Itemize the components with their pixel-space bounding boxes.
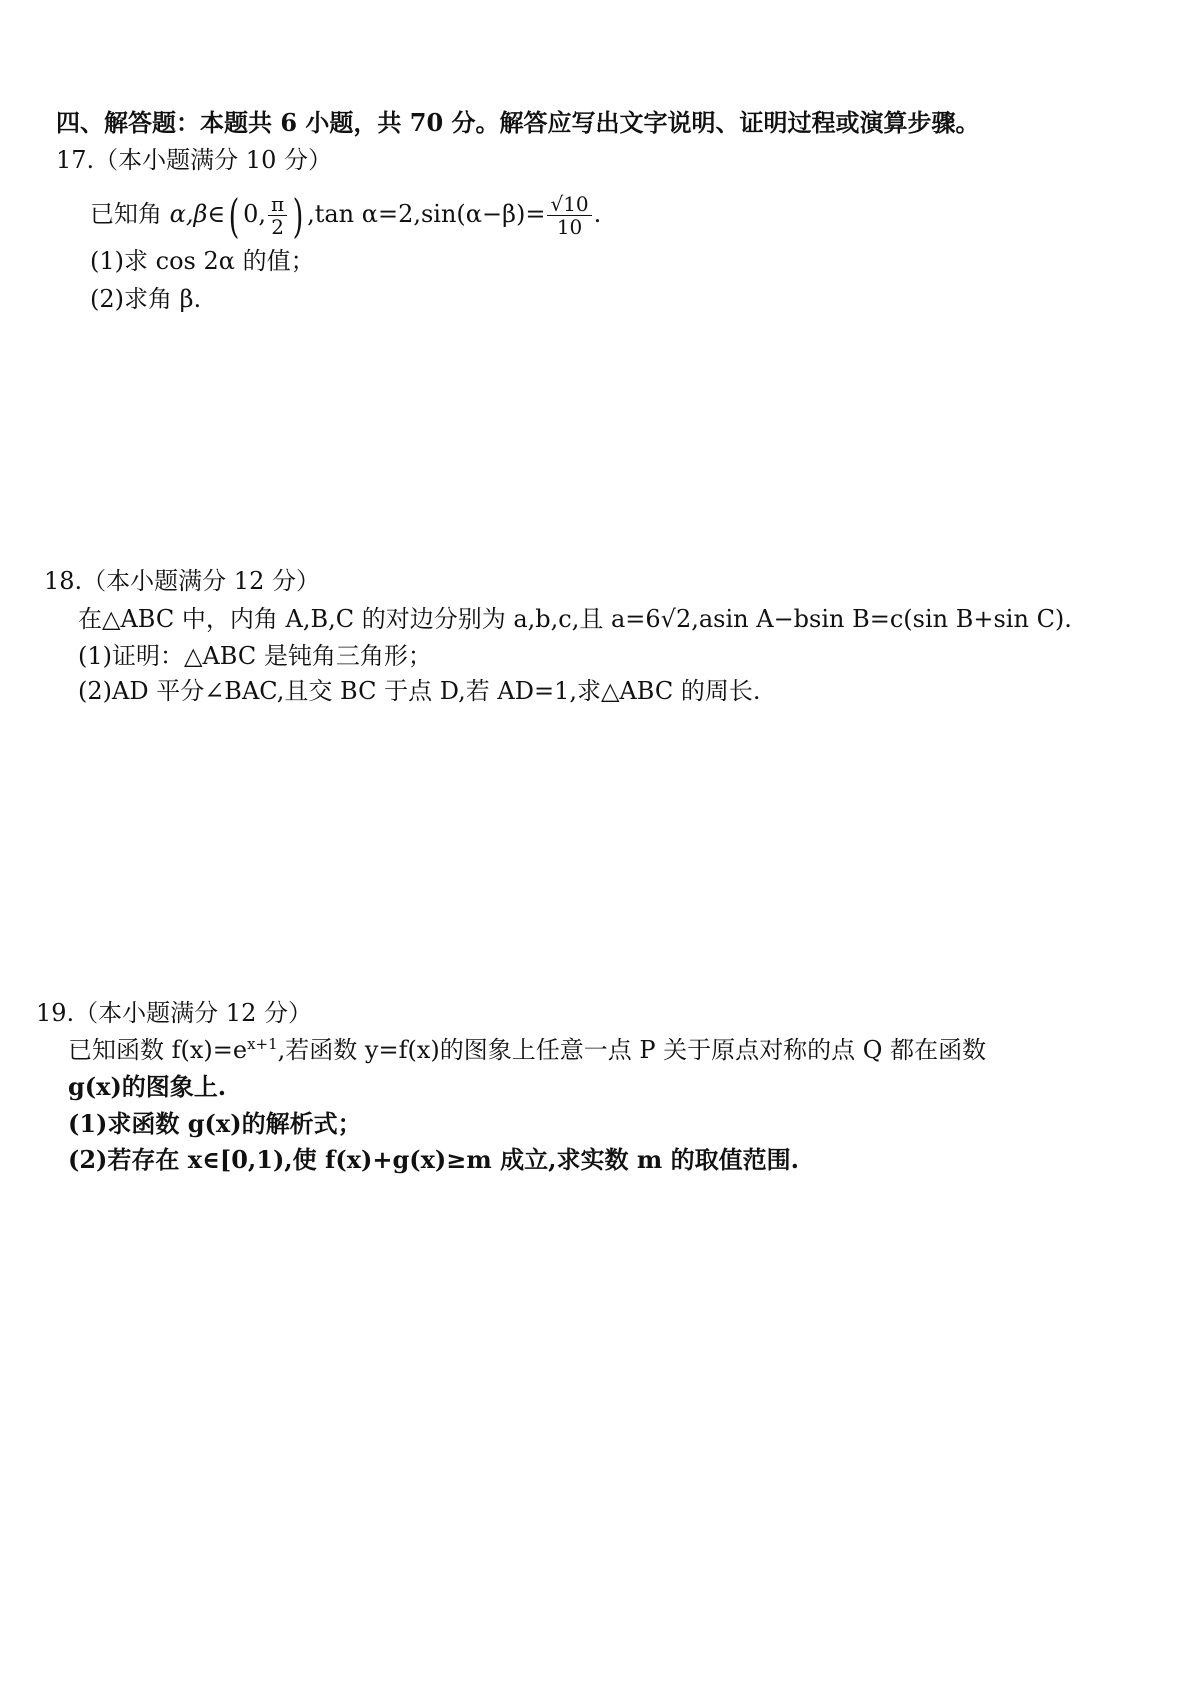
problem-17-title: 17.（本小题满分 10 分） bbox=[56, 146, 332, 174]
problem-18-part-1: (1)证明：△ABC 是钝角三角形； bbox=[78, 642, 432, 670]
problem-18-stem-prefix: 在△ABC 中，内角 A,B,C 的对边分别为 a,b,c,且 a=6 bbox=[78, 605, 661, 633]
problem-17-fraction-pi-over-2 bbox=[268, 193, 287, 238]
problem-17-close-paren: ) bbox=[292, 188, 304, 243]
problem-19-stem-line-2: g(x)的图象上. bbox=[68, 1072, 227, 1101]
problem-17-stem-mid: ,tan α=2,sin(α−β)= bbox=[307, 200, 546, 228]
problem-18-stem-end: ,asin A−bsin B=c(sin B+sin C). bbox=[691, 605, 1072, 633]
fraction-denominator: 10 bbox=[556, 215, 583, 239]
problem-18-title: 18.（本小题满分 12 分） bbox=[44, 567, 320, 595]
problem-17-stem-end: . bbox=[593, 200, 602, 228]
problem-17-open-paren: ( bbox=[228, 188, 240, 243]
fraction-numerator: √10 bbox=[547, 193, 591, 216]
fraction-denominator: 2 bbox=[271, 215, 284, 239]
fraction-numerator: π bbox=[268, 193, 287, 216]
problem-19-stem-exponent: x+1 bbox=[247, 1035, 278, 1053]
section-header: 四、解答题：本题共 6 小题，共 70 分。解答应写出文字说明、证明过程或演算步骤。 bbox=[56, 108, 980, 137]
problem-19-stem bbox=[68, 1035, 986, 1065]
problem-17-fraction-sqrt10-over-10 bbox=[547, 193, 591, 238]
problem-17-part-1: (1)求 cos 2α 的值； bbox=[90, 247, 315, 275]
problem-19-title: 19.（本小题满分 12 分） bbox=[36, 999, 312, 1027]
problem-17-part-2: (2)求角 β. bbox=[90, 285, 202, 313]
problem-19-part-1: (1)求函数 g(x)的解析式； bbox=[68, 1109, 362, 1138]
problem-19-stem-prefix: 已知函数 f(x)=e bbox=[68, 1036, 248, 1064]
problem-19-stem-end: ,若函数 y=f(x)的图象上任意一点 P 关于原点对称的点 Q 都在函数 bbox=[277, 1036, 987, 1064]
problem-18-stem-sqrt: √2 bbox=[660, 605, 692, 633]
problem-17-stem-prefix: 已知角 bbox=[90, 200, 170, 228]
problem-17-interval-start: 0, bbox=[243, 200, 266, 228]
problem-17-stem bbox=[90, 188, 602, 243]
problem-17-stem-vars: α,β∈ bbox=[169, 200, 226, 228]
problem-18-part-2: (2)AD 平分∠BAC,且交 BC 于点 D,若 AD=1,求△ABC 的周长. bbox=[78, 677, 761, 705]
problem-18-stem bbox=[78, 604, 1072, 634]
problem-19-part-2: (2)若存在 x∈[0,1),使 f(x)+g(x)≥m 成立,求实数 m 的取值范围. bbox=[68, 1145, 799, 1174]
